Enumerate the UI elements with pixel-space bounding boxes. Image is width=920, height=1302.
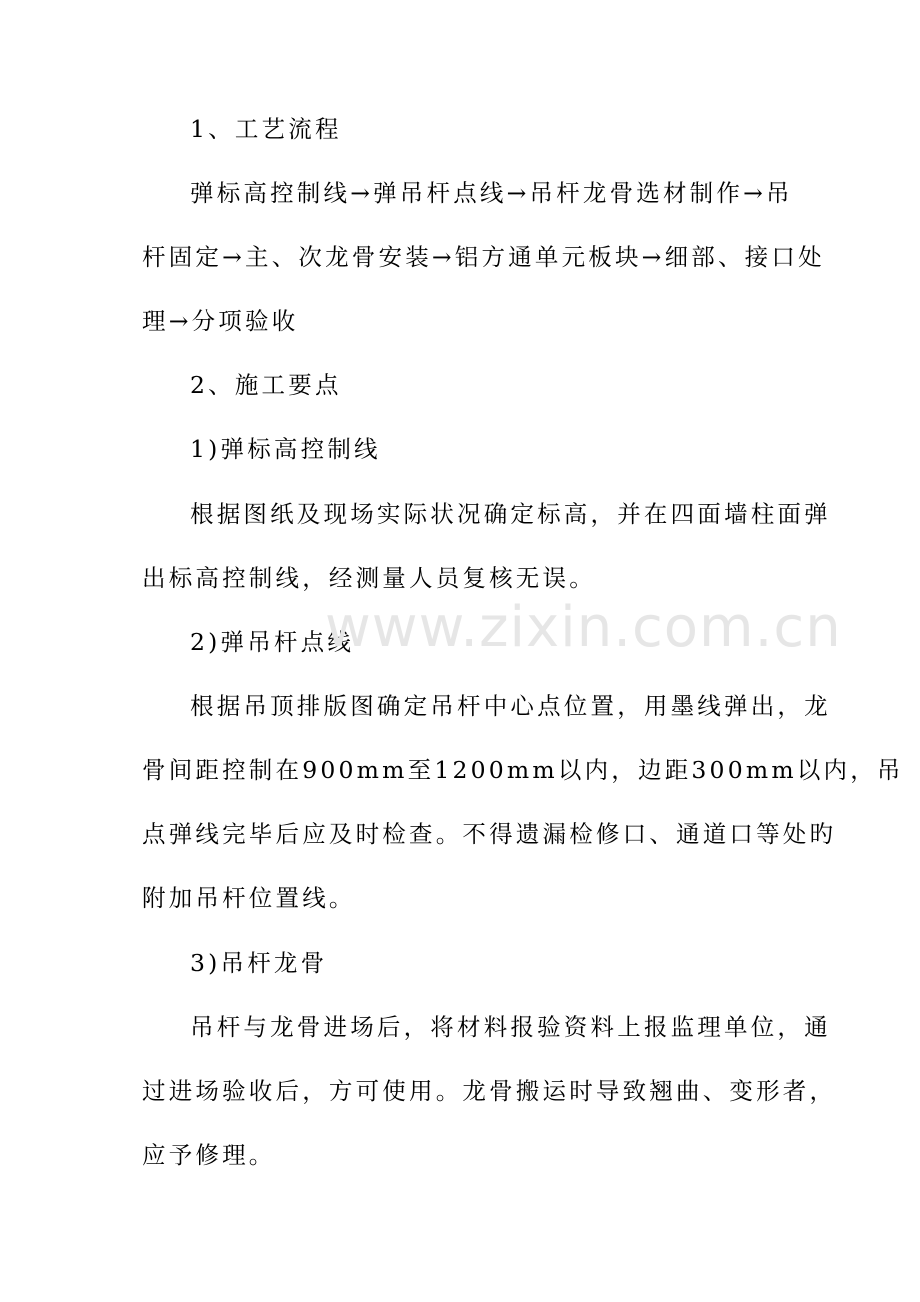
paragraph-line: 杆固定→主、次龙骨安装→铝方通单元板块→细部、接口处 xyxy=(142,243,825,271)
watermark: www.zixin.com.cn xyxy=(325,595,842,660)
paragraph-line: 出标高控制线，经测量人员复核无误。 xyxy=(142,564,596,592)
subheading-elevation-line: 1)弹标高控制线 xyxy=(190,435,381,463)
paragraph-line: 根据图纸及现场实际状况确定标高，并在四面墙柱面弹 xyxy=(190,500,831,528)
paragraph-line: 应予修理。 xyxy=(142,1141,276,1169)
subheading-hanger-point-line: 2)弹吊杆点线 xyxy=(190,628,355,656)
paragraph-line: 附加吊杆位置线。 xyxy=(142,884,356,912)
section-heading-process: 1、工艺流程 xyxy=(190,115,342,143)
section-heading-key-points: 2、施工要点 xyxy=(190,371,342,399)
paragraph-line: 弹标高控制线→弹吊杆点线→吊杆龙骨选材制作→吊 xyxy=(190,179,793,207)
paragraph-line: 根据吊顶排版图确定吊杆中心点位置，用墨线弹出，龙 xyxy=(190,692,831,720)
paragraph-line: 骨间距控制在900mm至1200mm以内，边距300mm以内，吊 xyxy=(142,756,904,784)
subheading-hanger-keel: 3)吊杆龙骨 xyxy=(190,949,328,977)
paragraph-line: 理→分项验收 xyxy=(142,307,299,335)
paragraph-line: 点弹线完毕后应及时检查。不得遗漏检修口、通道口等处旳 xyxy=(142,820,837,848)
paragraph-line: 过进场验收后，方可使用。龙骨搬运时导致翘曲、变形者， xyxy=(142,1077,837,1105)
paragraph-line: 吊杆与龙骨进场后，将材料报验资料上报监理单位，通 xyxy=(190,1013,831,1041)
